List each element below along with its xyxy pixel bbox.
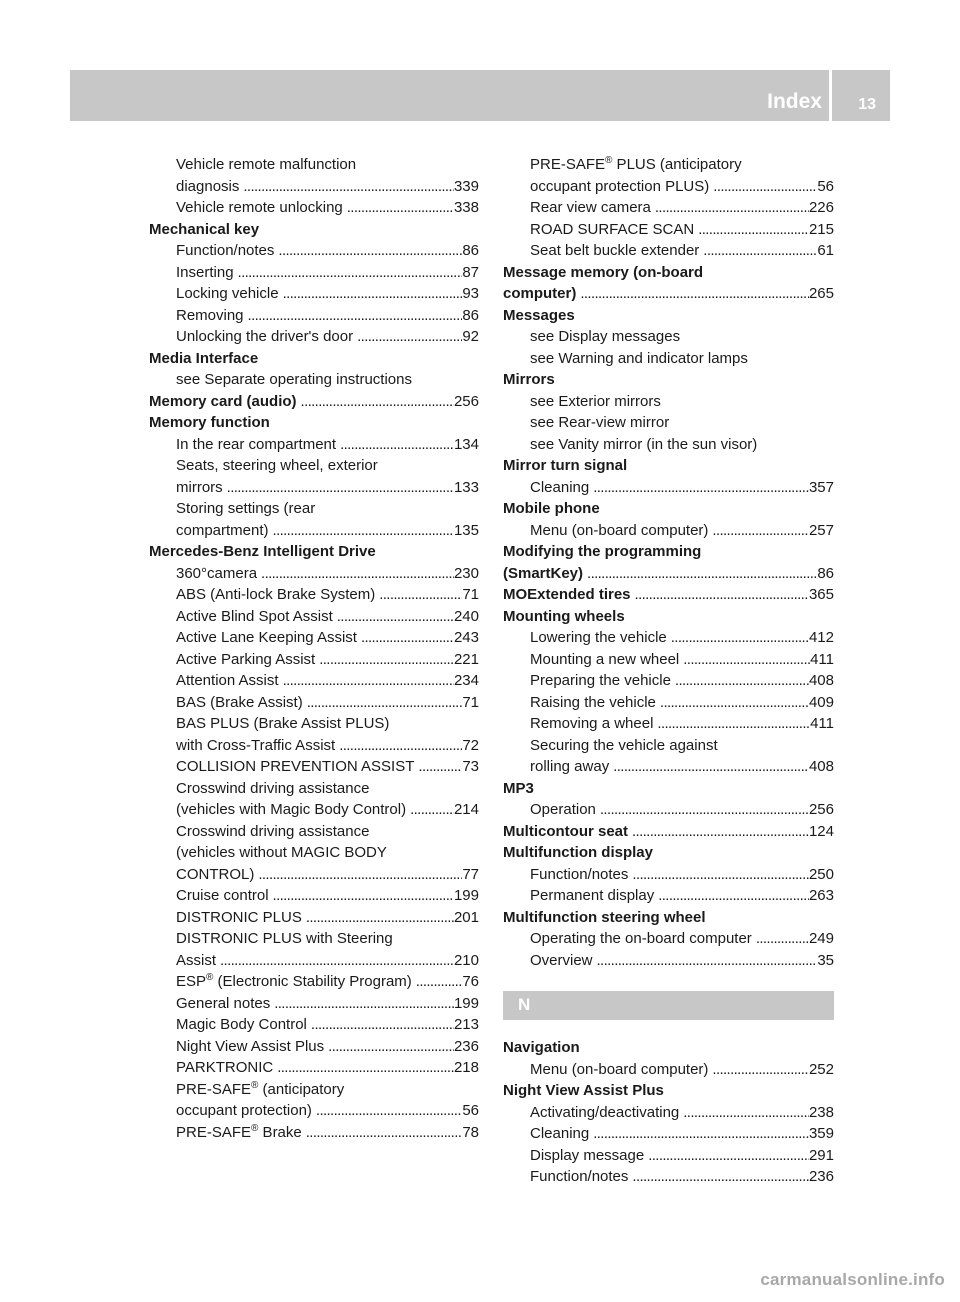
index-subentry: BAS PLUS (Brake Assist PLUS)	[176, 715, 390, 732]
index-subentry: Vehicle remote malfunction	[176, 156, 357, 173]
index-subentry: Crosswind driving assistance	[176, 822, 370, 840]
index-heading: Messages	[503, 306, 575, 324]
index-subentry[interactable]: Operation . . . 256	[503, 799, 834, 821]
index-heading: Multifunction display	[503, 844, 653, 861]
index-subentry[interactable]: Raising the vehicle . . . 409	[503, 692, 834, 714]
index-subentry[interactable]: see Warning and indicator lamps	[530, 349, 748, 367]
index-heading: MP3	[503, 779, 534, 797]
index-heading: Mirrors	[503, 371, 555, 388]
index-subentry[interactable]: compartment) . . . 135	[149, 520, 479, 542]
section-letter: N	[518, 995, 531, 1014]
index-subentry[interactable]: Magic Body Control . . . 213	[149, 1014, 479, 1036]
index-subentry[interactable]: see Exterior mirrors	[530, 392, 661, 410]
index-subentry[interactable]: CONTROL) . . . 77	[149, 864, 479, 886]
index-subentry[interactable]: Night View Assist Plus . . . 236	[149, 1036, 479, 1058]
index-subentry[interactable]: Locking vehicle . . . 93	[149, 283, 479, 305]
index-heading: Mercedes-Benz Intelligent Drive	[149, 543, 376, 560]
index-subentry[interactable]: ESP® (Electronic Stability Program) . . . 76	[149, 971, 479, 993]
index-subentry[interactable]: 360°camera . . . 230	[149, 563, 479, 585]
index-subentry[interactable]: Active Blind Spot Assist . . . 240	[149, 606, 479, 628]
index-column-left	[149, 154, 479, 1143]
index-subentry[interactable]: ROAD SURFACE SCAN . . . 215	[503, 219, 834, 241]
index-subentry[interactable]: BAS (Brake Assist) . . . 71	[149, 692, 479, 714]
index-subentry[interactable]: occupant protection) . . . 56	[149, 1100, 479, 1122]
index-subentry[interactable]: see Display messages	[530, 328, 681, 345]
page-title: Index	[767, 90, 822, 113]
index-heading[interactable]: Memory card (audio) . . . 256	[149, 391, 479, 413]
index-subentry[interactable]: Active Lane Keeping Assist . . . 243	[149, 627, 479, 649]
index-heading[interactable]: computer) . . . 265	[503, 283, 834, 305]
index-subentry[interactable]: Display message . . . 291	[503, 1145, 834, 1167]
index-subentry[interactable]: Function/notes . . . 86	[149, 240, 479, 262]
index-heading: Mechanical key	[149, 220, 260, 238]
index-subentry[interactable]: Menu (on-board computer) . . . 257	[503, 520, 834, 542]
index-subentry[interactable]: Unlocking the driver's door . . . 92	[149, 326, 479, 348]
index-heading[interactable]: (SmartKey) . . . 86	[503, 563, 834, 585]
index-subentry[interactable]: Removing a wheel . . . 411	[503, 713, 834, 735]
index-subentry[interactable]: In the rear compartment . . . 134	[149, 434, 479, 456]
index-subentry[interactable]: General notes . . . 199	[149, 993, 479, 1015]
index-subentry[interactable]: see Rear-view mirror	[530, 414, 670, 431]
watermark: carmanualsonline.info	[760, 1270, 945, 1289]
index-heading: Mobile phone	[503, 500, 600, 517]
page-number: 13	[858, 96, 876, 113]
index-subentry[interactable]: with Cross-Traffic Assist . . . 72	[149, 735, 479, 757]
index-subentry[interactable]: Cruise control . . . 199	[149, 885, 479, 907]
index-subentry[interactable]: Cleaning . . . 359	[503, 1123, 834, 1145]
index-subentry[interactable]: occupant protection PLUS) . . . 56	[503, 176, 834, 198]
index-heading[interactable]: Multicontour seat . . . 124	[503, 821, 834, 843]
index-subentry[interactable]: see Vanity mirror (in the sun visor)	[530, 435, 758, 453]
header-bar	[70, 70, 890, 121]
index-subentry: DISTRONIC PLUS with Steering	[176, 930, 393, 947]
index-subentry[interactable]: (vehicles with Magic Body Control) . . . 214	[149, 799, 479, 821]
index-heading: Modifying the programming	[503, 543, 702, 560]
index-subentry: Securing the vehicle against	[530, 736, 718, 754]
index-subentry: Seats, steering wheel, exterior	[176, 457, 378, 474]
index-subentry[interactable]: DISTRONIC PLUS . . . 201	[149, 907, 479, 929]
index-subentry[interactable]: Rear view camera . . . 226	[503, 197, 834, 219]
index-subentry[interactable]: Mounting a new wheel . . . 411	[503, 649, 834, 671]
index-column-right	[503, 154, 834, 1188]
index-subentry[interactable]: Active Parking Assist . . . 221	[149, 649, 479, 671]
index-subentry[interactable]: Function/notes . . . 236	[503, 1166, 834, 1188]
header-divider	[829, 70, 832, 121]
index-heading: Multifunction steering wheel	[503, 908, 706, 926]
index-subentry[interactable]: Vehicle remote unlocking . . . 338	[149, 197, 479, 219]
index-subentry[interactable]: Attention Assist . . . 234	[149, 670, 479, 692]
index-subentry[interactable]: see Separate operating instructions	[176, 371, 412, 388]
index-heading[interactable]: MOExtended tires . . . 365	[503, 584, 834, 606]
index-heading: Memory function	[149, 414, 270, 431]
index-subentry: PRE-SAFE® (anticipatory	[176, 1079, 345, 1098]
index-subentry[interactable]: Function/notes . . . 250	[503, 864, 834, 886]
section-header-n	[503, 991, 834, 1020]
index-subentry[interactable]: diagnosis . . . 339	[149, 176, 479, 198]
index-subentry[interactable]: Removing . . . 86	[149, 305, 479, 327]
index-subentry[interactable]: Inserting . . . 87	[149, 262, 479, 284]
index-heading: Mirror turn signal	[503, 457, 628, 474]
index-subentry[interactable]: Permanent display . . . 263	[503, 885, 834, 907]
index-subentry[interactable]: Preparing the vehicle . . . 408	[503, 670, 834, 692]
index-heading: Navigation	[503, 1039, 580, 1056]
index-subentry[interactable]: PARKTRONIC . . . 218	[149, 1057, 479, 1079]
index-subentry: Crosswind driving assistance	[176, 779, 370, 797]
index-subentry[interactable]: Menu (on-board computer) . . . 252	[503, 1059, 834, 1081]
index-subentry[interactable]: Lowering the vehicle . . . 412	[503, 627, 834, 649]
index-subentry[interactable]: Overview . . . 35	[503, 950, 834, 972]
index-subentry[interactable]: Activating/deactivating . . . 238	[503, 1102, 834, 1124]
index-subentry: (vehicles without MAGIC BODY	[176, 844, 387, 861]
index-subentry[interactable]: ABS (Anti-lock Brake System) . . . 71	[149, 584, 479, 606]
index-subentry[interactable]: Operating the on-board computer . . . 249	[503, 928, 834, 950]
index-subentry[interactable]: mirrors . . . 133	[149, 477, 479, 499]
index-subentry[interactable]: PRE-SAFE® Brake . . . 78	[149, 1122, 479, 1144]
index-heading: Night View Assist Plus	[503, 1082, 664, 1099]
index-heading: Message memory (on-board	[503, 263, 704, 281]
index-subentry[interactable]: rolling away . . . 408	[503, 756, 834, 778]
index-subentry[interactable]: Cleaning . . . 357	[503, 477, 834, 499]
index-subentry: PRE-SAFE® PLUS (anticipatory	[530, 155, 742, 173]
index-heading: Mounting wheels	[503, 607, 625, 625]
index-heading: Media Interface	[149, 349, 259, 367]
index-subentry[interactable]: COLLISION PREVENTION ASSIST . . . 73	[149, 756, 479, 778]
index-subentry[interactable]: Seat belt buckle extender . . . 61	[503, 240, 834, 262]
index-subentry: Storing settings (rear	[176, 500, 316, 517]
index-subentry[interactable]: Assist . . . 210	[149, 950, 479, 972]
